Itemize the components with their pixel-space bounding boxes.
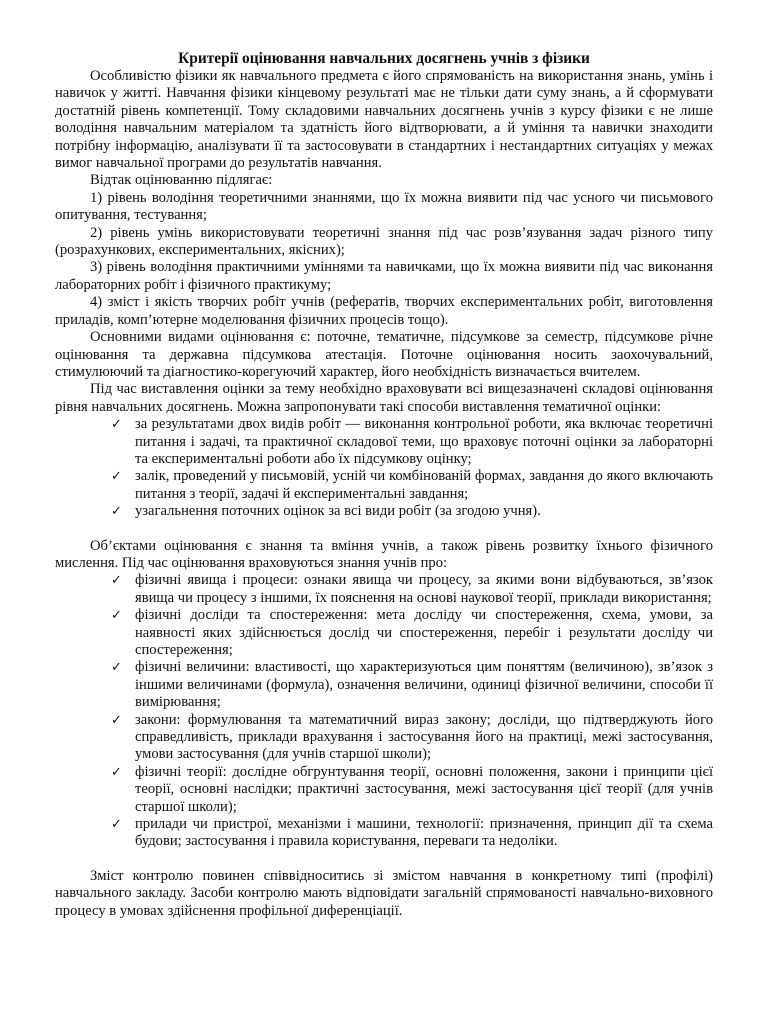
paragraph-objects-intro: Об’єктами оцінювання є знання та вміння учнів, а також рівень розвитку їхнього фізичного мислення. Під час оцінювання враховуються знання учнів про: <box>55 537 713 571</box>
check-icon: ✓ <box>111 608 122 624</box>
list-item <box>111 607 713 659</box>
assessment-item-1: 1) рівень володіння теоретичними знаннями, що їх можна виявити під час усного чи письмового опитування, тестування; <box>55 189 713 224</box>
list-item-text: прилади чи пристрої, механізми і машини, технології: призначення, принцип дії та схема будови; застосування і правила користування, переваги та недоліки. <box>135 816 713 850</box>
document-title: Критерії оцінювання навчальних досягнень учнів з фізики <box>178 50 590 67</box>
list-item <box>111 468 713 503</box>
document-page <box>55 50 713 920</box>
objects-list <box>55 572 713 851</box>
paragraph-intro: Особливістю фізики як навчального предмета є його спрямованість на використання знань, умінь і навичок у житті. Навчання фізики кінцевому результаті має не тільки дати суму знань, а й сформувати достатній рівень компетенції. Тому складовими навчальних досягнень учнів з курсу фізики є не лише володіння навчальним матеріалом та здатність його відтворювати, а й уміння та навички знаходити потрібну інформацію, аналізувати її та застосовувати в стандартних і нестандартних ситуаціях у межах вимог навчальної програми до результатів навчання. <box>55 68 713 172</box>
assessment-item-2: 2) рівень умінь використовувати теоретичні знання під час розв’язування задач різного типу (розрахункових, експериментальних, якісних); <box>55 224 713 259</box>
check-icon: ✓ <box>111 817 122 833</box>
check-icon: ✓ <box>111 712 122 728</box>
list-item-text: за результатами двох видів робіт — виконання контрольної роботи, яка включає теоретичні питання і задачі, та практичної складової теми, що враховує поточні оцінки за лабораторні та експериментальні роботи або їх підсумкову оцінку; <box>135 416 713 467</box>
check-icon: ✓ <box>111 417 122 433</box>
check-icon: ✓ <box>111 504 122 520</box>
spacer <box>55 521 713 538</box>
thematic-methods-list <box>55 416 713 520</box>
list-item <box>111 416 713 468</box>
list-item <box>111 816 713 851</box>
paragraph-closing: Зміст контролю повинен співвідноситись зі змістом навчання в конкретному типі (профілі) навчального закладу. Засоби контролю мають відповідати загальній спрямованості навчально-виховного процесу в умовах здійснення профільної диференціації. <box>55 867 713 919</box>
list-item-text: залік, проведений у письмовій, усній чи комбінованій формах, завдання до якого включають питання з теорії, задачі й експериментальні завдання; <box>135 468 713 502</box>
paragraph-assessment-lead: Відтак оцінюванню підлягає: <box>90 172 273 189</box>
list-item-text: фізичні явища і процеси: ознаки явища чи процесу, за якими вони відбуваються, зв’язок явища чи процесу з іншими, їх пояснення на основі наукової теорії, приклади використання; <box>135 572 713 606</box>
list-item-text: фізичні досліди та спостереження: мета досліду чи спостереження, схема, умови, за наявності яких здійснюється дослід чи спостереження, перебіг і результати досліду чи спостереження; <box>135 607 713 658</box>
list-item <box>111 659 713 711</box>
check-icon: ✓ <box>111 764 122 780</box>
list-item-text: фізичні величини: властивості, що характеризуються цим поняттям (величиною), зв’язок з іншими величинами (формула), означення величини, одиниці фізичної величини, способи її вимірювання; <box>135 659 713 711</box>
list-item-text: узагальнення поточних оцінок за всі види робіт (за згодою учня). <box>135 503 541 520</box>
check-icon: ✓ <box>111 469 122 485</box>
list-item <box>111 711 713 764</box>
assessment-item-4: 4) зміст і якість творчих робіт учнів (рефератів, творчих експериментальних робіт, виготовлення приладів, комп’ютерне моделювання фізичних процесів тощо). <box>55 294 713 328</box>
list-item <box>111 763 713 816</box>
spacer <box>55 851 713 868</box>
assessment-item-3: 3) рівень володіння практичними уміннями та навичками, що їх можна виявити під час виконання лабораторних робіт і фізичного практикуму; <box>55 259 713 293</box>
paragraph-assessment-types: Основними видами оцінювання є: поточне, тематичне, підсумкове за семестр, підсумкове річне оцінювання та державна підсумкова атестація. Поточне оцінювання носить заохочувальний, стимулюючий та діагностико-корегуючий характер, його необхідність визначається вчителем. <box>55 329 713 380</box>
list-item <box>111 503 713 520</box>
list-item-text: закони: формулювання та математичний вираз закону; досліди, що підтверджують його справедливість, приклади врахування і застосування його на практиці, межі застосування, умови застосування (для учнів старшої школи); <box>135 711 713 763</box>
check-icon: ✓ <box>111 573 122 589</box>
list-item-text: фізичні теорії: дослідне обгрунтування теорії, основні положення, закони і принципи цієї теорії, основні наслідки; практичні застосування, межі застосування цієї теорії (для учнів старшої школи); <box>135 763 713 815</box>
intro-section <box>55 68 713 416</box>
list-item <box>111 572 713 607</box>
paragraph-thematic-lead: Під час виставлення оцінки за тему необхідно враховувати всі вищезазначені складові оцінювання рівня навчальних досягнень. Можна запропонувати такі способи виставлення тематичної оцінки: <box>55 381 713 415</box>
check-icon: ✓ <box>111 660 122 676</box>
